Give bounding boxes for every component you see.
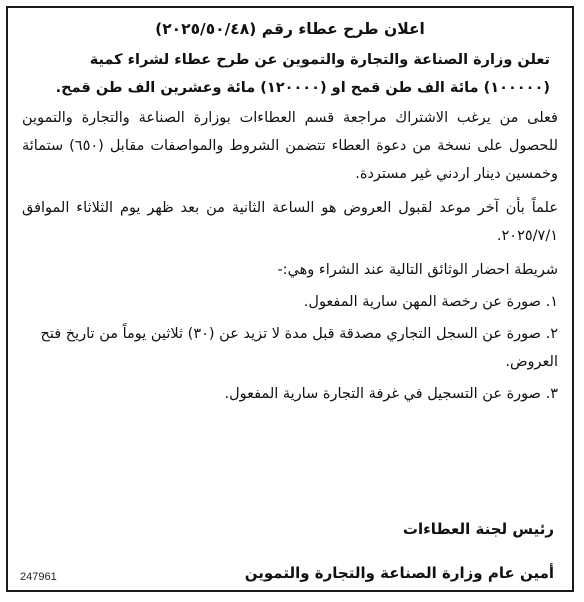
signature-title: رئيس لجنة العطاءات <box>402 520 554 538</box>
notice-frame <box>6 6 574 592</box>
notice-intro: تعلن وزارة الصناعة والتجارة والتموين عن طرح عطاء لشراء كمية (١٠٠٠٠٠) مائة الف طن قمح او (١٢٠٠٠٠) مائة وعشرين الف طن قمح. <box>55 52 550 96</box>
signature-name: أمين عام وزارة الصناعة والتجارة والتموين <box>244 564 554 582</box>
notice-body <box>22 18 558 412</box>
notice-title: اعلان طرح عطاء رقم (٢٠٢٥/٥٠/٤٨) <box>155 20 425 38</box>
document-item-3: ٣. صورة عن التسجيل في غرفة التجارة سارية المفعول. <box>224 386 558 402</box>
document-item-2: ٢. صورة عن السجل التجاري مصدقة قبل مدة لا تزيد عن (٣٠) ثلاثين يوماً من تاريخ فتح العروض. <box>40 326 558 370</box>
participation-paragraph: فعلى من يرغب الاشتراك مراجعة قسم العطاءات بوزارة الصناعة والتجارة والتموين للحصول على نسخة من دعوة العطاء تتضمن الشروط والمواصفات مقابل (٦٥٠) ستمائة وخمسين دينار اردني غير مستردة. <box>22 110 558 182</box>
reference-number: 247961 <box>20 571 57 583</box>
deadline-paragraph: علماً بأن آخر موعد لقبول العروض هو الساعة الثانية من بعد ظهر يوم الثلاثاء الموافق ٢٠٢٥/٧/١. <box>22 200 558 244</box>
document-item-1: ١. صورة عن رخصة المهن سارية المفعول. <box>303 294 558 310</box>
documents-heading: شريطة احضار الوثائق التالية عند الشراء وهي:- <box>277 262 558 278</box>
